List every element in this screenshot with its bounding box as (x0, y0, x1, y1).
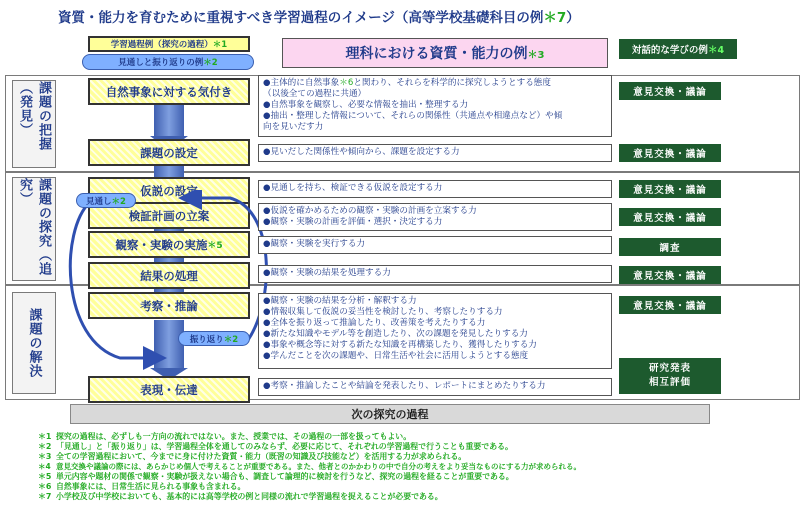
activity-box: 意見交換・議論 (619, 296, 721, 314)
activity-box: 意見交換・議論 (619, 180, 721, 198)
phase-label-investigation: 課題の探究（追究） (12, 177, 56, 281)
mitooshi-label: 見通し ＊2 (76, 193, 136, 208)
description-box: ●見いだした関係性や傾向から、課題を設定する力 (258, 144, 612, 162)
description-box: ●考察・推論したことや結論を発表したり、レポートにまとめたりする力 (258, 378, 612, 396)
step-expression: 表現・伝達 (88, 376, 250, 403)
activity-box: 意見交換・議論 (619, 144, 721, 162)
description-box: ●観察・実験の結果を処理する力 (258, 265, 612, 283)
description-box: ●観察・実験の結果を分析・解釈する力 ●情報収集して仮説の妥当性を検討したり、考察したりする力 ●全体を振り返って推論したり、改善策を考えたりする力 ●新たな知識やモデル等を創造したり、次の課題を発見したりする力 ●事象や概念等に対する新たな知識を再構築したり、獲得したりする力 ●学んだことを次の課題や、日常生活や社会に活用しようとする態度 (258, 293, 612, 369)
activity-box: 調査 (619, 238, 721, 256)
activity-box-presentation: 研究発表 相互評価 (619, 358, 721, 394)
diagram-title: 資質・能力を育むために重視すべき学習過程のイメージ（高等学校基礎科目の例＊7） (58, 10, 580, 26)
next-process-bar: 次の探究の過程 (70, 404, 710, 424)
step-result-processing: 結果の処理 (88, 262, 250, 289)
legend-process-example: 学習過程例（探究の過程） ＊1 (88, 36, 250, 52)
step-problem-setting: 課題の設定 (88, 139, 250, 166)
footnote: ＊6 自然事象には、日常生活に見られる事象も含まれる。 (38, 482, 246, 491)
furikaeri-label: 振り返り ＊2 (178, 331, 250, 346)
footnote: ＊4 意見交換や議論の際には、あらかじめ個人で考えることが重要である。また、他者とのかかわりの中で自分の考えをより妥当なものにする力が求められる。 (38, 462, 581, 471)
science-abilities-header: 理科における資質・能力の例 ＊3 (282, 38, 608, 68)
phase-label-solution: 課題の解決 (12, 292, 56, 394)
footnote: ＊5 単元内容や題材の関係で観察・実験が扱えない場合も、調査して論理的に検討を行うなど、探究の過程を経ることが重要である。 (38, 472, 514, 481)
activity-box: 意見交換・議論 (619, 266, 721, 284)
footnote: ＊7 小学校及び中学校においても、基本的には高等学校の例と同様の流れで学習過程を捉えることが必要である。 (38, 492, 443, 501)
description-box: ●観察・実験を実行する力 (258, 236, 612, 254)
step-hypothesis: 仮説の設定 (88, 177, 250, 204)
step-natural-phenomena: 自然事象に対する気付き (88, 78, 250, 105)
legend-lookback: 見通しと振り返りの例 ＊2 (82, 54, 254, 70)
flow-arrow (154, 105, 184, 138)
step-verification-plan: 検証計画の立案 (88, 202, 250, 229)
footnote: ＊1 探究の過程は、必ずしも一方向の流れではない。また、授業では、その過程の一部を扱ってもよい。 (38, 432, 412, 441)
dialogue-header: 対話的な学びの例 ＊4 (619, 39, 737, 59)
activity-box: 意見交換・議論 (619, 208, 721, 226)
footnote: ＊3 全ての学習過程において、今までに身に付けた資質・能力（既習の知識及び技能など）を活用する力が求められる。 (38, 452, 467, 461)
activity-box: 意見交換・議論 (619, 82, 721, 100)
footnote: ＊2 「見通し」と「振り返り」は、学習過程全体を通してのみならず、必要に応じて、それぞれの学習過程で行うことも重要である。 (38, 442, 513, 451)
lookback-loop (60, 190, 280, 375)
description-box: ●見通しを持ち、検証できる仮説を設定する力 (258, 180, 612, 198)
step-experiment: 観察・実験の実施 ＊5 (88, 231, 250, 258)
phase-label-discovery: 課題の把握（発見） (12, 80, 56, 168)
step-consideration: 考察・推論 (88, 292, 250, 319)
description-box: ●主体的に自然事象＊6と関わり、それらを科学的に探究しようとする態度 （以後全ての過程に共通） ●自然事象を観察し、必要な情報を抽出・整理する力 ●抽出・整理した情報について、それらの関係性（共通点や相違点など）や傾 向を見いだす力 (258, 75, 612, 137)
description-box: ●仮説を確かめるための観察・実験の計画を立案する力 ●観察・実験の計画を評価・選択・決定する力 (258, 203, 612, 231)
